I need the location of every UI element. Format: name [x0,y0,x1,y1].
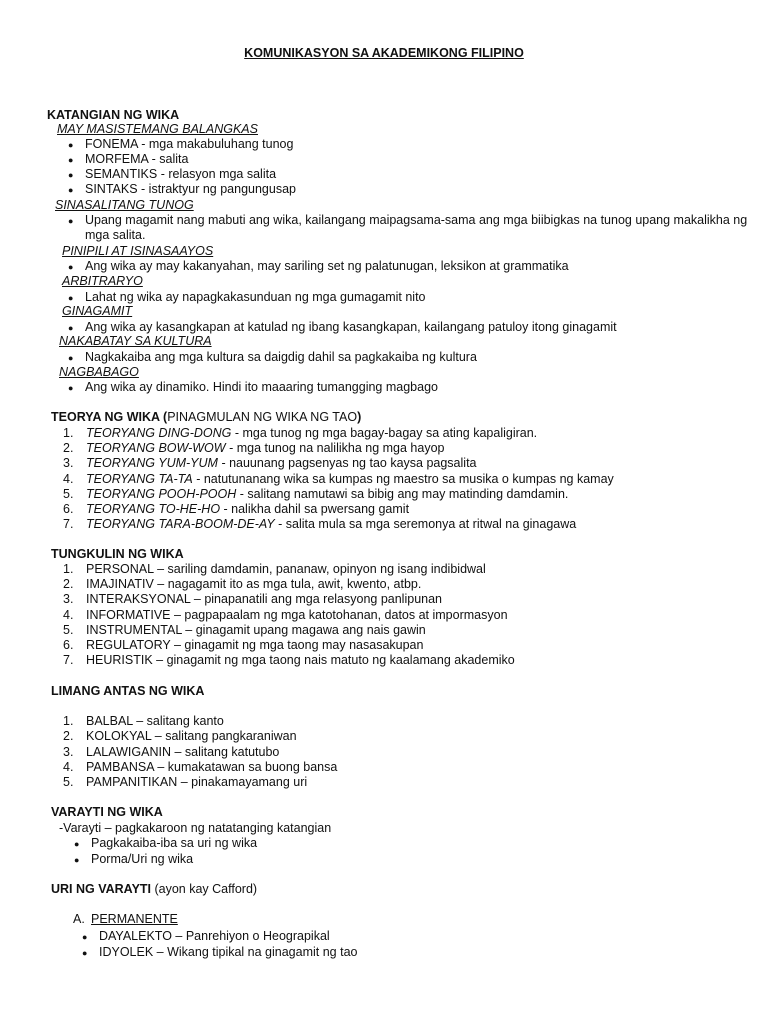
section-heading-uri: URI NG VARAYTI (ayon kay Cafford) [51,882,258,896]
section-heading-varayti: VARAYTI NG WIKA [51,805,163,819]
list-item: ● SEMANTIKS - relasyon mga salita [85,167,276,182]
list-number: 1. [63,562,74,576]
section-heading-antas: LIMANG ANTAS NG WIKA [51,684,205,698]
list-number: 1. [63,426,74,440]
list-item: ● Nagkakaiba ang mga kultura sa daigdig dahil sa pagkakaiba ng kultura [85,350,477,365]
list-number: 6. [63,638,74,652]
section-heading-tungkulin: TUNGKULIN NG WIKA [51,547,184,561]
list-item: ● SINTAKS - istraktyur ng pangungusap [85,182,296,197]
list-number: 2. [63,441,74,456]
tungkulin-item: INSTRUMENTAL – ginagamit upang magawa ang nais gawin [86,622,426,637]
list-item: ● Lahat ng wika ay napagkakasunduan ng mga gumagamit nito [85,290,426,305]
teorya-item [86,441,444,456]
antas-item: LALAWIGANIN – salitang katutubo [86,744,280,759]
teorya-name: TEORYANG BOW-WOW [86,441,226,456]
list-item: ● Upang magamit nang mabuti ang wika, kailangang maipagsama-sama ang mga biibigkas na tunog upang makalikha ng [85,213,747,228]
antas-item: BALBAL – salitang kanto [86,714,224,728]
list-number: 7. [63,517,74,532]
teorya-desc: - nalikha dahil sa pwersang gamit [220,502,410,516]
teorya-item [86,472,614,487]
list-number: 3. [63,456,74,471]
subheading-kultura: NAKABATAY SA KULTURA [59,334,212,348]
list-number: 4. [63,471,74,486]
teorya-desc: - natutunanang wika sa kumpas ng maestro sa musika o kumpas ng kamay [192,471,614,486]
teorya-item [86,456,477,471]
list-number: 2. [63,577,74,592]
antas-item: PAMPANITIKAN – pinakamayamang uri [86,775,308,790]
subheading-arbitraryo: ARBITRARYO [62,274,143,288]
tungkulin-item: REGULATORY – ginagamit ng mga taong may nasasakupan [86,638,424,652]
subheading-nagbabago: NAGBABAGO [59,365,139,379]
list-item: ● Ang wika ay dinamiko. Hindi ito maaaring tumangging magbago [85,380,438,395]
teorya-name: TEORYANG TA-TA [86,471,193,486]
list-item: ● Pagkakaiba-iba sa uri ng wika [91,836,257,851]
section-heading-teorya: TEORYA NG WIKA (PINAGMULAN NG WIKA NG TAO) [51,410,362,424]
list-number: 7. [63,653,74,668]
list-item-continuation: mga salita. [85,228,146,242]
section-heading-katangian: KATANGIAN NG WIKA [47,108,180,122]
list-number: 3. [63,744,74,759]
tungkulin-item: IMAJINATIV – nagagamit ito as mga tula, awit, kwento, atbp. [86,577,422,592]
list-number: 4. [63,607,74,622]
varayti-definition: -Varayti – pagkakaroon ng natatanging katangian [59,821,332,835]
list-number: 1. [63,714,74,728]
teorya-desc: - mga tunog ng mga bagay-bagay sa ating kapaligiran. [231,426,538,440]
teorya-item [86,502,409,517]
teorya-item [86,426,537,441]
list-number: 5. [63,486,74,501]
subheading-sinasalitang-tunog: SINASALITANG TUNOG [55,198,194,212]
tungkulin-item: PERSONAL – sariling damdamin, pananaw, opinyon ng isang indibidwal [86,562,486,576]
antas-item: PAMBANSA – kumakatawan sa buong bansa [86,759,338,774]
list-item: ● MORFEMA - salita [85,152,189,167]
teorya-desc: - mga tunog na nalilikha ng mga hayop [225,441,445,456]
list-number: 2. [63,729,74,744]
list-number: 5. [63,775,74,790]
list-item: ● Ang wika ay may kakanyahan, may sariling set ng palatunugan, leksikon at grammatika [85,259,569,274]
teorya-name: TEORYANG POOH-POOH [86,486,237,501]
permanente-title: PERMANENTE [91,912,178,926]
list-number: 5. [63,622,74,637]
teorya-item [86,487,568,502]
teorya-desc: - nauunang pagsenyas ng tao kaysa pagsalita [217,456,477,471]
list-item: ● FONEMA - mga makabuluhang tunog [85,137,293,152]
teorya-name: TEORYANG DING-DONG [86,426,232,440]
document-title: KOMUNIKASYON SA AKADEMIKONG FILIPINO [244,46,524,60]
list-item: ● Ang wika ay kasangkapan at katulad ng ibang kasangkapan, kailangang patuloy itong ginagamit [85,320,617,335]
tungkulin-item: INTERAKSYONAL – pinapanatili ang mga relasyong panlipunan [86,592,442,607]
teorya-desc: - salita mula sa mga seremonya at ritwal na ginagawa [274,517,577,532]
teorya-name: TEORYANG TO-HE-HO [86,502,221,516]
subheading-masistemang-balangkas: MAY MASISTEMANG BALANGKAS [57,122,258,136]
list-number: 6. [63,502,74,516]
list-item: ● Porma/Uri ng wika [91,852,193,867]
tungkulin-item: INFORMATIVE – pagpapaalam ng mga katotohanan, datos at impormasyon [86,607,508,622]
tungkulin-item: HEURISTIK – ginagamit ng mga taong nais matuto ng kaalamang akademiko [86,653,515,668]
antas-item: KOLOKYAL – salitang pangkaraniwan [86,729,297,744]
subheading-pinipili: PINIPILI AT ISINASAAYOS [62,244,214,258]
subheading-ginagamit: GINAGAMIT [62,304,133,318]
teorya-desc: - salitang namutawi sa bibig ang may matinding damdamin. [236,486,569,501]
list-item: ● DAYALEKTO – Panrehiyon o Heograpikal [99,929,330,944]
list-item: ● IDYOLEK – Wikang tipikal na ginagamit ng tao [99,945,357,960]
teorya-name: TEORYANG YUM-YUM [86,456,218,471]
list-number: 4. [63,759,74,774]
teorya-name: TEORYANG TARA-BOOM-DE-AY [86,517,275,532]
teorya-item [86,517,576,532]
permanente-label: A. [73,912,85,926]
list-number: 3. [63,592,74,607]
